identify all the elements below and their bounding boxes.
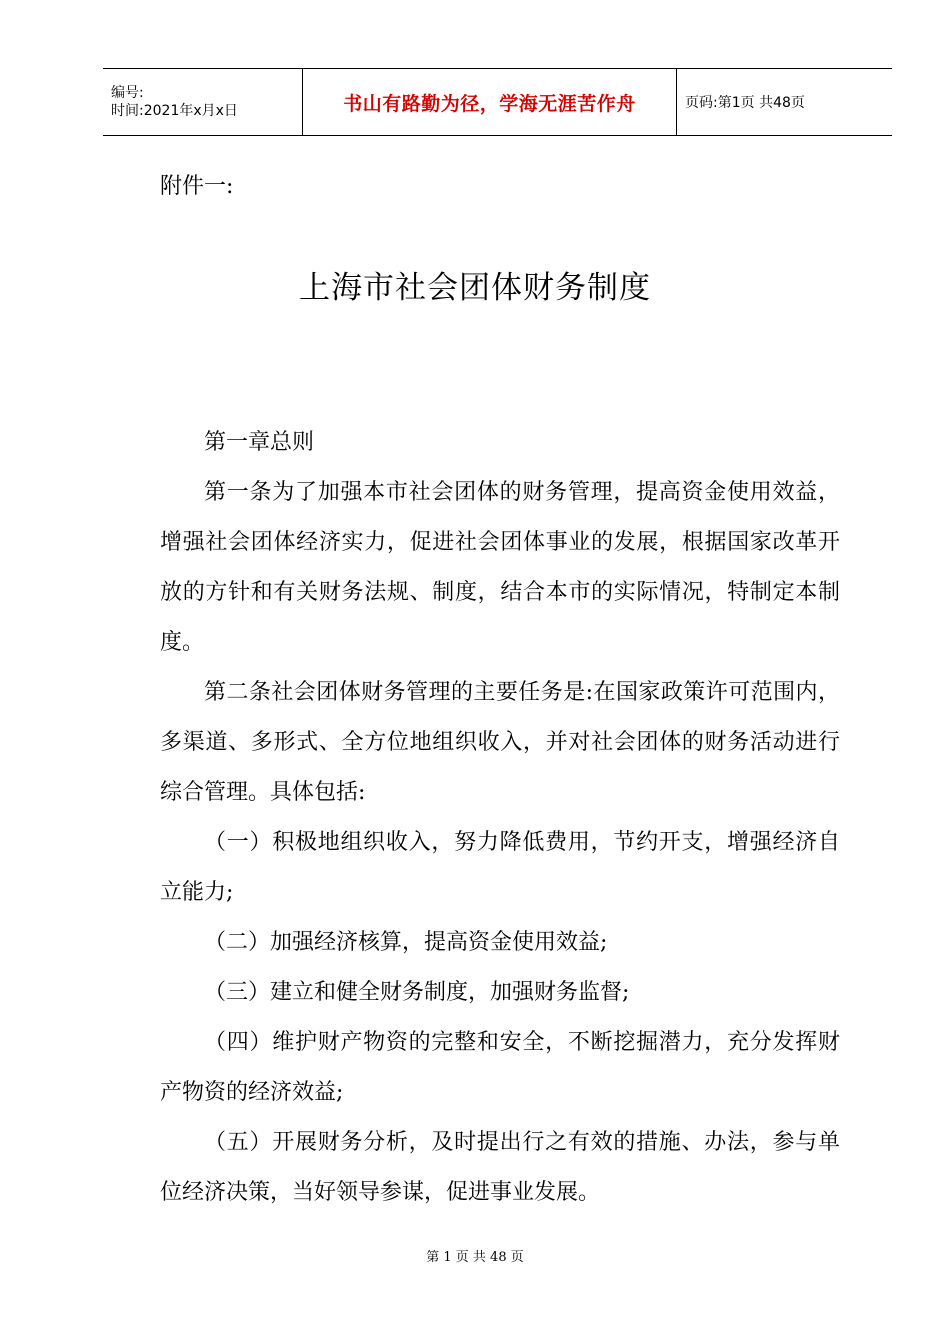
- number-label: 编号:: [111, 85, 144, 101]
- article-paragraph: 第二条社会团体财务管理的主要任务是:在国家政策许可范围内，多渠道、多形式、全方位地组织收入，并对社会团体的财务活动进行综合管理。具体包括:: [160, 680, 840, 805]
- chapter-heading: 第一章总则: [204, 430, 315, 455]
- list-item: （五）开展财务分析，及时提出行之有效的措施、办法，参与单位经济决策，当好领导参谋，促进事业发展。: [160, 1130, 840, 1205]
- header-motto: 书山有路勤为径，学海无涯苦作舟: [343, 92, 636, 115]
- annex-label: 附件一:: [160, 174, 234, 199]
- list-item: （二）加强经济核算，提高资金使用效益;: [204, 930, 608, 955]
- document-title: 上海市社会团体财务制度: [299, 270, 651, 306]
- time-label: 时间:2021年x月x日: [111, 103, 238, 119]
- header-meta: [103, 69, 303, 135]
- page-header: [103, 68, 892, 136]
- article-paragraph: 第一条为了加强本市社会团体的财务管理，提高资金使用效益，增强社会团体经济实力，促进社会团体事业的发展，根据国家改革开放的方针和有关财务法规、制度，结合本市的实际情况，特制定本制度。: [160, 480, 840, 655]
- list-item: （一）积极地组织收入，努力降低费用，节约开支，增强经济自立能力;: [160, 830, 840, 905]
- document-body: [160, 418, 840, 1218]
- page-footer: 第 1 页 共 48 页: [426, 1250, 524, 1265]
- list-item: （三）建立和健全财务制度，加强财务监督;: [204, 980, 630, 1005]
- header-motto-cell: [303, 69, 677, 135]
- header-page-code-cell: [677, 69, 892, 135]
- header-page-code: 页码:第1页 共48页: [685, 95, 805, 111]
- list-item: （四）维护财产物资的完整和安全，不断挖掘潜力，充分发挥财产物资的经济效益;: [160, 1030, 840, 1105]
